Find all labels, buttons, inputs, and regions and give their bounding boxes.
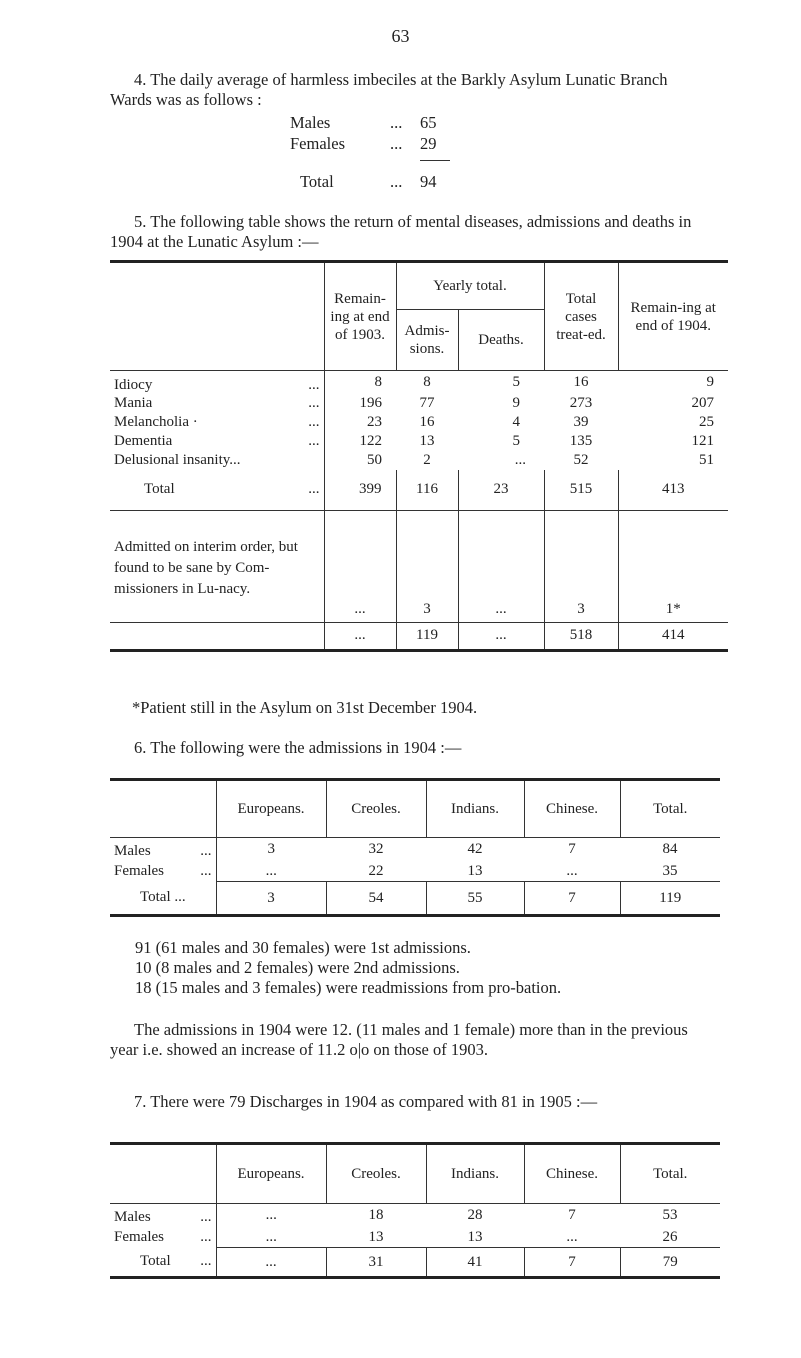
header-europeans: Europeans. bbox=[216, 1144, 326, 1204]
table-row: Dementia ... 122 13 5 135 121 bbox=[114, 433, 714, 449]
header-creoles: Creoles. bbox=[326, 1144, 426, 1204]
admissions-table bbox=[110, 778, 720, 917]
table-row: Mania ... 196 77 9 273 207 bbox=[114, 395, 714, 411]
para4-row: Males ... 65 bbox=[290, 113, 437, 132]
discharges-table bbox=[110, 1142, 720, 1279]
table-total-row: Total ... ... 31 41 7 79 bbox=[110, 1248, 720, 1278]
header-total: Total. bbox=[620, 1144, 720, 1204]
table-row: Females ... ... 13 13 ... 26 bbox=[110, 1228, 720, 1248]
para4-text: 4. The daily average of harmless imbeciles at the Barkly Asylum Lunatic Branch Wards was as follows : bbox=[110, 70, 668, 109]
header-admissions: Admis-sions. bbox=[396, 310, 458, 371]
table-row: Males ... ... 18 28 7 53 bbox=[110, 1204, 720, 1228]
para4-row: Females ... 29 bbox=[290, 134, 437, 153]
table-total-row: Total ... 3 54 55 7 119 bbox=[110, 882, 720, 916]
header-indians: Indians. bbox=[426, 1144, 524, 1204]
header-europeans: Europeans. bbox=[216, 780, 326, 838]
para5-text: 5. The following table shows the return of mental diseases, admissions and deaths in 1904 at the Lunatic Asylum :— bbox=[110, 212, 692, 251]
header-remain-1904: Remain-ing at end of 1904. bbox=[618, 262, 728, 371]
page-number: 63 bbox=[391, 26, 410, 46]
para6-text: 6. The following were the admissions in 1904 :— bbox=[134, 738, 462, 757]
table-row: Idiocy ... 8 8 5 16 9 bbox=[110, 371, 728, 395]
header-chinese: Chinese. bbox=[524, 780, 620, 838]
header-indians: Indians. bbox=[426, 780, 524, 838]
header-total-cases: Total cases treat-ed. bbox=[544, 262, 618, 371]
sum-rule bbox=[420, 160, 450, 171]
table-row: Males ... 3 32 42 7 84 bbox=[110, 838, 720, 862]
header-yearly-total: Yearly total. bbox=[396, 262, 544, 310]
header-chinese: Chinese. bbox=[524, 1144, 620, 1204]
header-remain-1903: Remain-ing at end of 1903. bbox=[324, 262, 396, 371]
table-total-row: Total ... 399 116 23 515 413 bbox=[110, 470, 728, 510]
table-row: Delusional insanity... 50 2 ... 52 51 bbox=[114, 452, 714, 468]
table-row: Melancholia · ... 23 16 4 39 25 bbox=[114, 414, 714, 430]
mental-diseases-table bbox=[110, 260, 728, 652]
table-interim-row: Admitted on interim order, but found to be sane by Com-missioners in Lu-nacy. ... 3 ... 3 1* bbox=[110, 510, 728, 622]
footnote: *Patient still in the Asylum on 31st December 1904. bbox=[132, 698, 478, 717]
table-row: Females ... ... 22 13 ... 35 bbox=[110, 862, 720, 882]
header-deaths: Deaths. bbox=[458, 310, 544, 371]
para6-closing: The admissions in 1904 were 12. (11 males and 1 female) more than in the previous year i.e. showed an increase of 11.2 o|o on those of 1903. bbox=[110, 1020, 688, 1059]
header-creoles: Creoles. bbox=[326, 780, 426, 838]
para7-text: 7. There were 79 Discharges in 1904 as compared with 81 in 1905 :— bbox=[134, 1092, 598, 1111]
table-grand-row: ... 119 ... 518 414 bbox=[110, 622, 728, 650]
header-total: Total. bbox=[620, 780, 720, 838]
para4-list bbox=[290, 112, 450, 192]
admission-notes: 91 (61 males and 30 females) were 1st admissions. 10 (8 males and 2 females) were 2nd admissions. 18 (15 males and 3 females) were readmissions from pro-bation. bbox=[135, 938, 562, 997]
para4-total: Total ... 94 bbox=[300, 172, 437, 191]
